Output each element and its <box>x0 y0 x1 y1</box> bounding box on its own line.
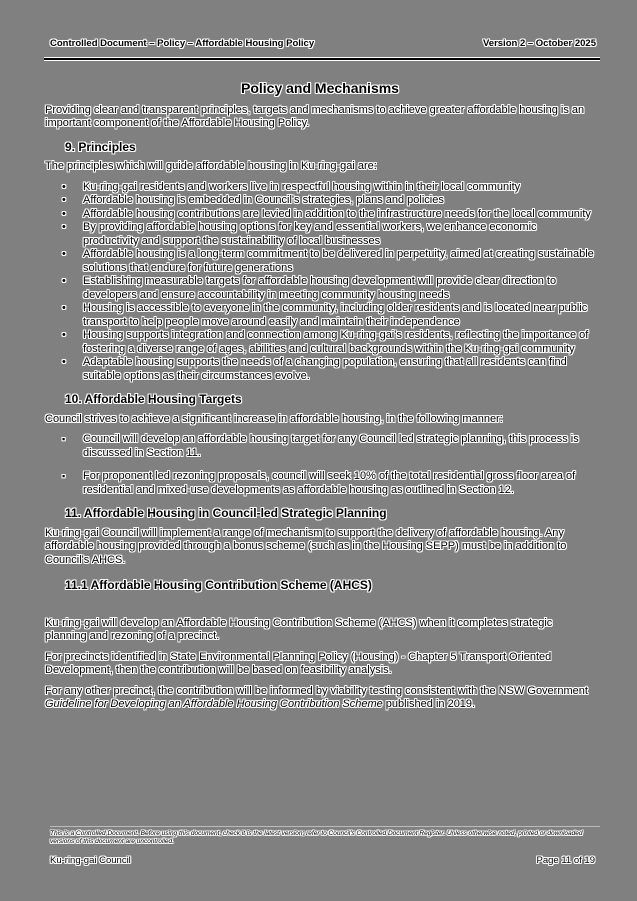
list-item: • Affordable housing is a long-term commitment to be delivered in perpetuity, aimed at creating sustainable solutions that endure for future generations <box>45 248 595 275</box>
paragraph-text: For any other precinct, the contribution will be informed by viability testing consistent with the NSW Government <box>45 684 588 697</box>
footer-organisation: Ku-ring-gai Council <box>50 855 131 866</box>
list-item: ▪ Council will develop an affordable housing target for any Council led strategic planning, this process is discussed in Section 11. <box>45 433 595 460</box>
page-number: Page 11 of 19 <box>536 855 595 866</box>
guideline-title: Guideline for Developing an Affordable Housing Contribution Scheme <box>45 698 383 710</box>
section-11-1-paragraph-2: For precincts identified in State Environmental Planning Policy (Housing) - Chapter 5 Transport Oriented Development, then the contribution will be based on feasibility analysis. <box>45 650 552 676</box>
page-content <box>45 82 595 719</box>
section-11-1-paragraph-3 <box>45 685 595 712</box>
header-version: Version 2 – October 2025 <box>482 38 596 49</box>
list-item: • By providing affordable housing options for key and essential workers, we enhance economic productivity and support the sustainability of local businesses <box>45 221 595 248</box>
paragraph-text: published in 2019. <box>382 698 476 710</box>
section-10-heading: 10. Affordable Housing Targets <box>65 392 242 406</box>
section-11-1-heading: 11.1 Affordable Housing Contribution Scheme (AHCS) <box>65 578 372 592</box>
list-item: • Affordable housing is embedded in Council's strategies, plans and policies <box>45 194 595 208</box>
list-item: • Housing is accessible to everyone in the community, including older residents and is located near public transport to help people move around easily and maintain their independence <box>45 302 595 329</box>
targets-list <box>45 433 595 497</box>
list-item: ▪ For proponent led rezoning proposals, council will seek 10% of the total residential gross floor area of residential and mixed-use developments as affordable housing as outlined in Section 12. <box>45 470 595 497</box>
page-title: Policy and Mechanisms <box>241 80 399 96</box>
section-11-1-paragraph-1: Ku-ring-gai will develop an Affordable Housing Contribution Scheme (AHCS) when it completes strategic planning and rezoning of a precinct. <box>45 616 553 642</box>
principles-list <box>45 181 595 384</box>
section-9-heading: 9. Principles <box>65 139 136 154</box>
footer-divider <box>50 826 600 827</box>
page-header <box>50 38 596 49</box>
list-item: • Establishing measurable targets for affordable housing development will provide clear direction to developers and ensure accountability in meeting community housing needs <box>45 275 595 302</box>
header-document-title: Controlled Document – Policy – Affordable Housing Policy <box>50 38 315 49</box>
section-10-lead: Council strives to achieve a significant increase in affordable housing, in the following manner: <box>45 412 503 425</box>
controlled-document-disclaimer: This is a Controlled Document. Before using this document, check it is the latest version; refer to Council's Controlled Document Register. Unless otherwise noted, printed or downloaded versions of this document are uncontrolled. <box>50 830 583 845</box>
list-item: • Ku-ring-gai residents and workers live in respectful housing within in their local community <box>45 181 595 195</box>
section-9-lead: The principles which will guide affordable housing in Ku-ring-gai are: <box>45 160 377 172</box>
list-item: • Adaptable housing supports the needs of a changing population, ensuring that all residents can find suitable options as their circumstances evolve. <box>45 356 595 383</box>
section-11-body: Ku-ring-gai Council will implement a range of mechanism to support the delivery of affordable housing. Any affordable housing provided through a bonus scheme (such as in the Housing SEPP) must be in addition to Council's AHCS. <box>45 526 567 566</box>
header-divider <box>44 57 600 61</box>
list-item: • Housing supports integration and connection among Ku-ring-gai's residents, reflecting the importance of fostering a diverse range of ages, abilities and cultural backgrounds within the Ku-ring-gai community <box>45 329 595 356</box>
section-11-heading: 11. Affordable Housing in Council-led Strategic Planning <box>65 506 387 520</box>
page-footer <box>50 855 595 866</box>
intro-paragraph: Providing clear and transparent principles, targets and mechanisms to achieve greater affordable housing is an important component of the Affordable Housing Policy. <box>45 103 585 129</box>
list-item: • Affordable housing contributions are levied in addition to the infrastructure needs for the local community <box>45 208 595 222</box>
